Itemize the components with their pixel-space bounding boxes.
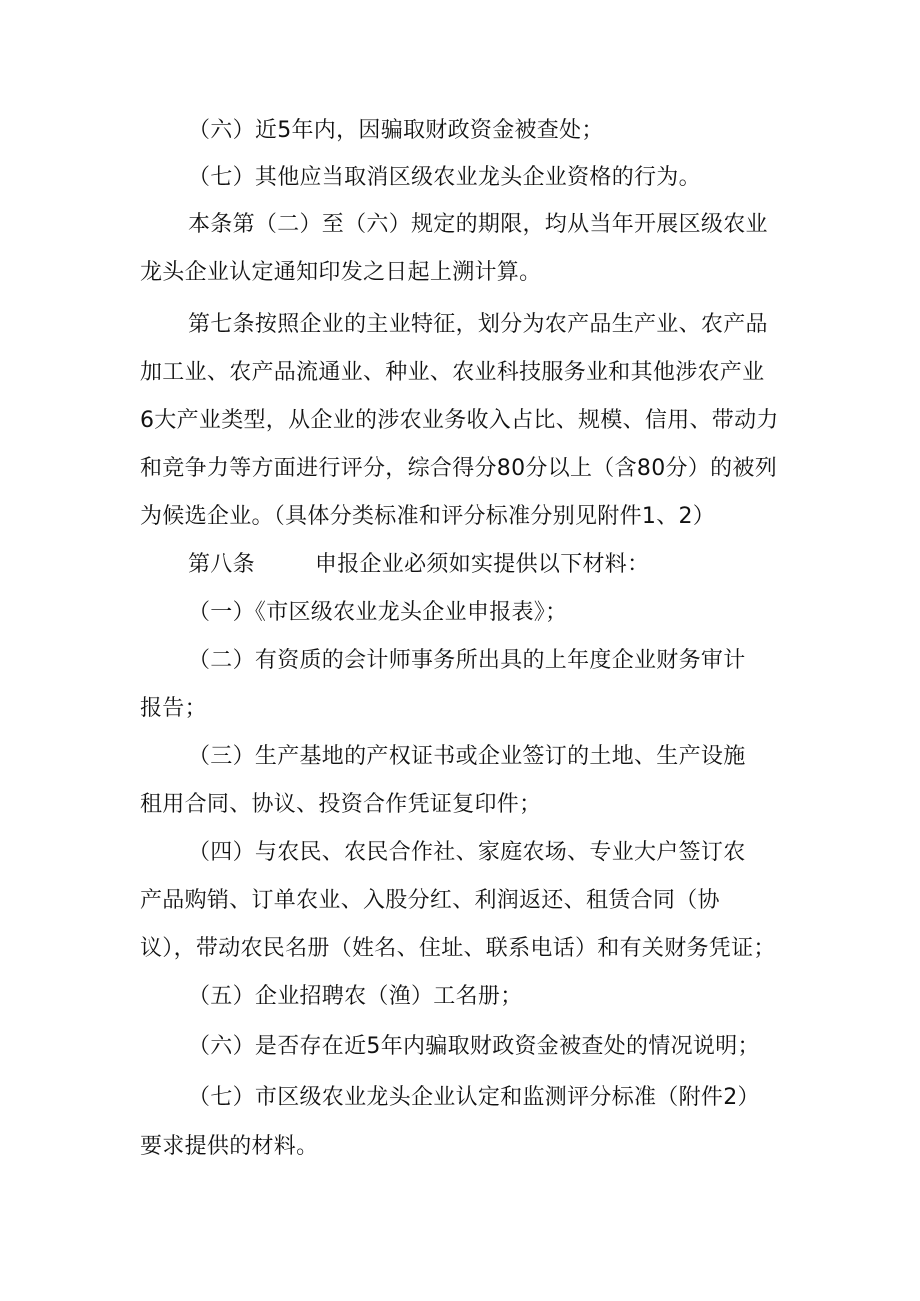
text-line: （七）其他应当取消区级农业龙头企业资格的行为。 <box>188 165 701 190</box>
article-text: 申报企业必须如实提供以下材料： <box>314 552 650 577</box>
article-heading-line <box>188 550 649 580</box>
text-line: 要求提供的材料。 <box>140 1134 319 1159</box>
text-line: 龙头企业认定通知印发之日起上溯计算。 <box>140 260 542 285</box>
text-line: 第七条按照企业的主业特征，划分为农产品生产业、农产品 <box>188 312 768 337</box>
text-line: 加工业、农产品流通业、种业、农业科技服务业和其他涉农产业 <box>140 360 765 385</box>
text-line: 报告； <box>140 696 207 721</box>
text-line: 议），带动农民名册（姓名、住址、联系电话）和有关财务凭证； <box>140 936 776 961</box>
article-number: 第八条 <box>188 552 255 577</box>
text-line: （六）近5年内，因骗取财政资金被查处； <box>188 118 604 143</box>
text-line: 产品购销、订单农业、入股分红、利润返还、租赁合同（协 <box>140 888 720 913</box>
text-line: （七）市区级农业龙头企业认定和监测评分标准（附件2） <box>188 1085 760 1110</box>
text-line: （五）企业招聘农（渔）工名册； <box>188 984 523 1009</box>
text-line: （二）有资质的会计师事务所出具的上年度企业财务审计 <box>188 648 746 673</box>
text-line: 6大产业类型，从企业的涉农业务收入占比、规模、信用、带动力 <box>140 408 779 433</box>
text-line: 本条第（二）至（六）规定的期限，均从当年开展区级农业 <box>188 212 768 237</box>
text-line: （三）生产基地的产权证书或企业签订的土地、生产设施 <box>188 744 746 769</box>
text-line: （一）《市区级农业龙头企业申报表》； <box>188 600 568 625</box>
text-line: 租用合同、协议、投资合作凭证复印件； <box>140 792 542 817</box>
text-line: 和竞争力等方面进行评分，综合得分80分以上（含80分）的被列 <box>140 456 777 481</box>
text-line: （六）是否存在近5年内骗取财政资金被查处的情况说明； <box>188 1034 760 1059</box>
text-line: （四）与农民、农民合作社、家庭农场、专业大户签订农 <box>188 840 746 865</box>
text-line: 为候选企业。（具体分类标准和评分标准分别见附件1、2） <box>140 504 716 529</box>
